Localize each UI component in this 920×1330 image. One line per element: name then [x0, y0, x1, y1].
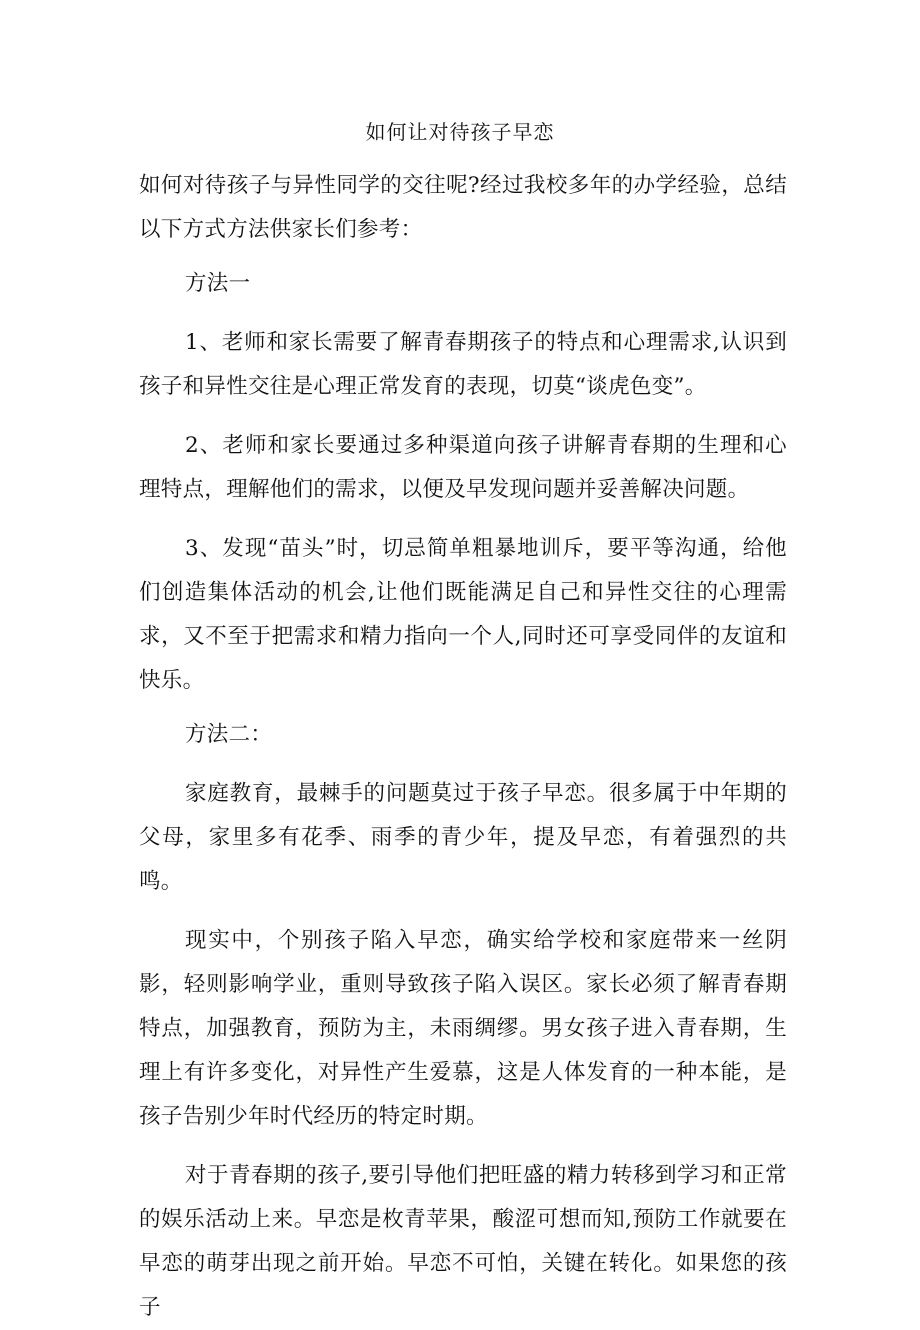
- method-one-point-2: 2、老师和家长要通过多种渠道向孩子讲解青春期的生理和心理特点，理解他们的需求，以便及早发现问题并妥善解决问题。: [139, 433, 787, 502]
- method-two-paragraph-1: 家庭教育，最棘手的问题莫过于孩子早恋。很多属于中年期的父母，家里多有花季、雨季的青少年，提及早恋，有着强烈的共鸣。: [139, 781, 787, 894]
- method-one-point-1: 1、老师和家长需要了解青春期孩子的特点和心理需求,认识到孩子和异性交往是心理正常发育的表现，切莫“谈虎色变”。: [139, 330, 787, 399]
- document-title: 如何让对待孩子早恋: [365, 120, 555, 144]
- method-one-point-3: 3、发现“苗头”时，切忌简单粗暴地训斥，要平等沟通，给他们创造集体活动的机会,让他们既能满足自己和异性交往的心理需求，又不至于把需求和精力指向一个人,同时还可享受同伴的友谊和快乐。: [139, 536, 787, 693]
- method-two-paragraph-3: 对于青春期的孩子,要引导他们把旺盛的精力转移到学习和正常的娱乐活动上来。早恋是枚青苹果，酸涩可想而知,预防工作就要在早恋的萌芽出现之前开始。早恋不可怕，关键在转化。如果您的孩子: [139, 1163, 787, 1320]
- intro-paragraph: 如何对待孩子与异性同学的交往呢?经过我校多年的办学经验，总结以下方式方法供家长们参考：: [139, 173, 787, 242]
- document-body: [139, 164, 787, 1330]
- method-two-heading: 方法二：: [185, 722, 273, 747]
- method-two-paragraph-2: 现实中，个别孩子陷入早恋，确实给学校和家庭带来一丝阴影，轻则影响学业，重则导致孩子陷入误区。家长必须了解青春期特点，加强教育，预防为主，未雨绸缪。男女孩子进入青春期，生理上有许多变化，对异性产生爱慕，这是人体发育的一种本能，是孩子告别少年时代经历的特定时期。: [139, 928, 787, 1129]
- method-one-heading: 方法一: [185, 271, 251, 296]
